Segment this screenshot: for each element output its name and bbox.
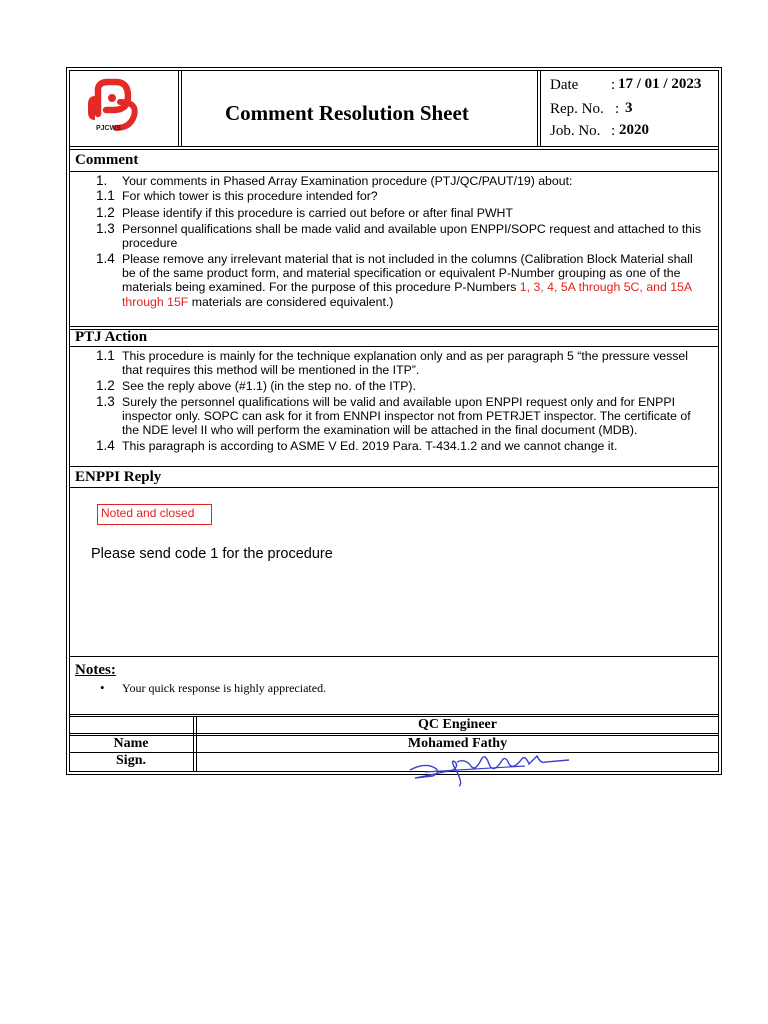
- comment-item-text: Personnel qualifications shall be made valid and available upon ENPPI/SOPC request and attached to this procedure: [122, 222, 701, 251]
- comment-item-text: For which tower is this procedure intended for?: [122, 189, 378, 203]
- enppi-heading-rule: [69, 487, 719, 488]
- job-colon: :: [611, 123, 616, 139]
- comment-item-number: 1.: [96, 173, 108, 188]
- ptj-item-text: Surely the personnel qualifications will be valid and available upon ENPPI request only and for ENPPI inspector only. SOPC can ask for it from ENNPI inspector not from PETRJET inspector. The certificate of the NDE level II who will perform the examination will be attached in the final document (MDB).: [122, 395, 691, 438]
- signoff-sign-label: Sign.: [116, 753, 146, 768]
- signoff-name-label: Name: [113, 736, 149, 751]
- job-value: 2020: [619, 122, 649, 138]
- comment-heading-rule: [69, 171, 719, 172]
- enppi-top-rule: [69, 466, 719, 467]
- comment-text-highlight: 1, 3, 4, 5A through 5C, and 15A through 15F: [122, 280, 692, 309]
- ptj-item-number: 1.1: [96, 348, 115, 363]
- ptj-heading-rule: [69, 346, 719, 347]
- ptj-top-rule: [69, 326, 719, 327]
- notes-text: Your quick response is highly appreciated.: [122, 681, 327, 695]
- stamp-text: Noted and closed: [101, 506, 195, 520]
- header-divider-left-2: [181, 70, 182, 146]
- ptj-item-text: This procedure is mainly for the technique explanation only and as per paragraph 5 “the pressure vessel that requires this method will be mentioned in the ITP”.: [122, 349, 688, 378]
- signoff-role: QC Engineer: [418, 717, 497, 732]
- ptj-item-number: 1.4: [96, 438, 115, 453]
- ptj-top-rule-2: [69, 329, 719, 330]
- ptj-item-text: See the reply above (#1.1) (in the step no. of the ITP).: [122, 379, 416, 393]
- comment-text-part: Please remove any irrelevant material that is not included in the columns (Calibration Block Material shall be of the same product form, and material specification or equivalent P-Number grouping as one of the materials being examined. For the purpose of this procedure P-Numbers: [122, 252, 693, 295]
- signature-icon: [405, 740, 575, 790]
- company-logo: [82, 76, 142, 138]
- job-label: Job. No.: [550, 123, 601, 139]
- ptj-heading: PTJ Action: [75, 329, 148, 345]
- comment-item-number: 1.4: [96, 251, 115, 266]
- noted-closed-stamp: [97, 504, 212, 525]
- logo-text: PJCWS: [96, 125, 121, 132]
- notes-heading: Notes:: [75, 662, 116, 678]
- comment-item-text: Your comments in Phased Array Examination procedure (PTJ/QC/PAUT/19) about:: [122, 174, 573, 188]
- document-title: Comment Resolution Sheet: [225, 101, 469, 125]
- handwritten-signature: [405, 740, 575, 790]
- ptj-item-text: This paragraph is according to ASME V Ed. 2019 Para. T-434.1.2 and we cannot change it.: [122, 439, 618, 453]
- comment-heading: Comment: [75, 152, 139, 168]
- comment-top-rule: [69, 149, 719, 150]
- comment-item-number: 1.2: [96, 205, 115, 220]
- comment-item-text: Please identify if this procedure is carried out before or after final PWHT: [122, 206, 513, 220]
- signoff-col-divider: [193, 716, 194, 772]
- comment-item-number: 1.3: [96, 221, 115, 236]
- signoff-row-rule: [69, 733, 719, 734]
- rep-value: 3: [625, 100, 633, 116]
- notes-bullet: •: [100, 680, 105, 695]
- notes-top-rule: [69, 656, 719, 657]
- rep-label: Rep. No.: [550, 101, 604, 117]
- header-bottom-rule: [69, 146, 719, 147]
- header-divider-right-2: [540, 70, 541, 146]
- comment-text-part: materials are considered equivalent.): [188, 294, 394, 309]
- comment-item-number: 1.1: [96, 188, 115, 203]
- header-divider-left: [178, 70, 179, 146]
- date-value: 17 / 01 / 2023: [618, 76, 702, 92]
- ptj-item-number: 1.3: [96, 394, 115, 409]
- date-colon: :: [611, 77, 616, 93]
- enppi-heading: ENPPI Reply: [75, 469, 162, 485]
- header-divider-right: [537, 70, 538, 146]
- date-label: Date: [550, 77, 579, 93]
- comment-item-text: [122, 252, 702, 309]
- rep-colon: :: [615, 101, 620, 117]
- signoff-name-value: Mohamed Fathy: [407, 736, 508, 751]
- enppi-reply-text: Please send code 1 for the procedure: [91, 546, 333, 562]
- signoff-top-rule: [69, 714, 719, 715]
- ptj-item-number: 1.2: [96, 378, 115, 393]
